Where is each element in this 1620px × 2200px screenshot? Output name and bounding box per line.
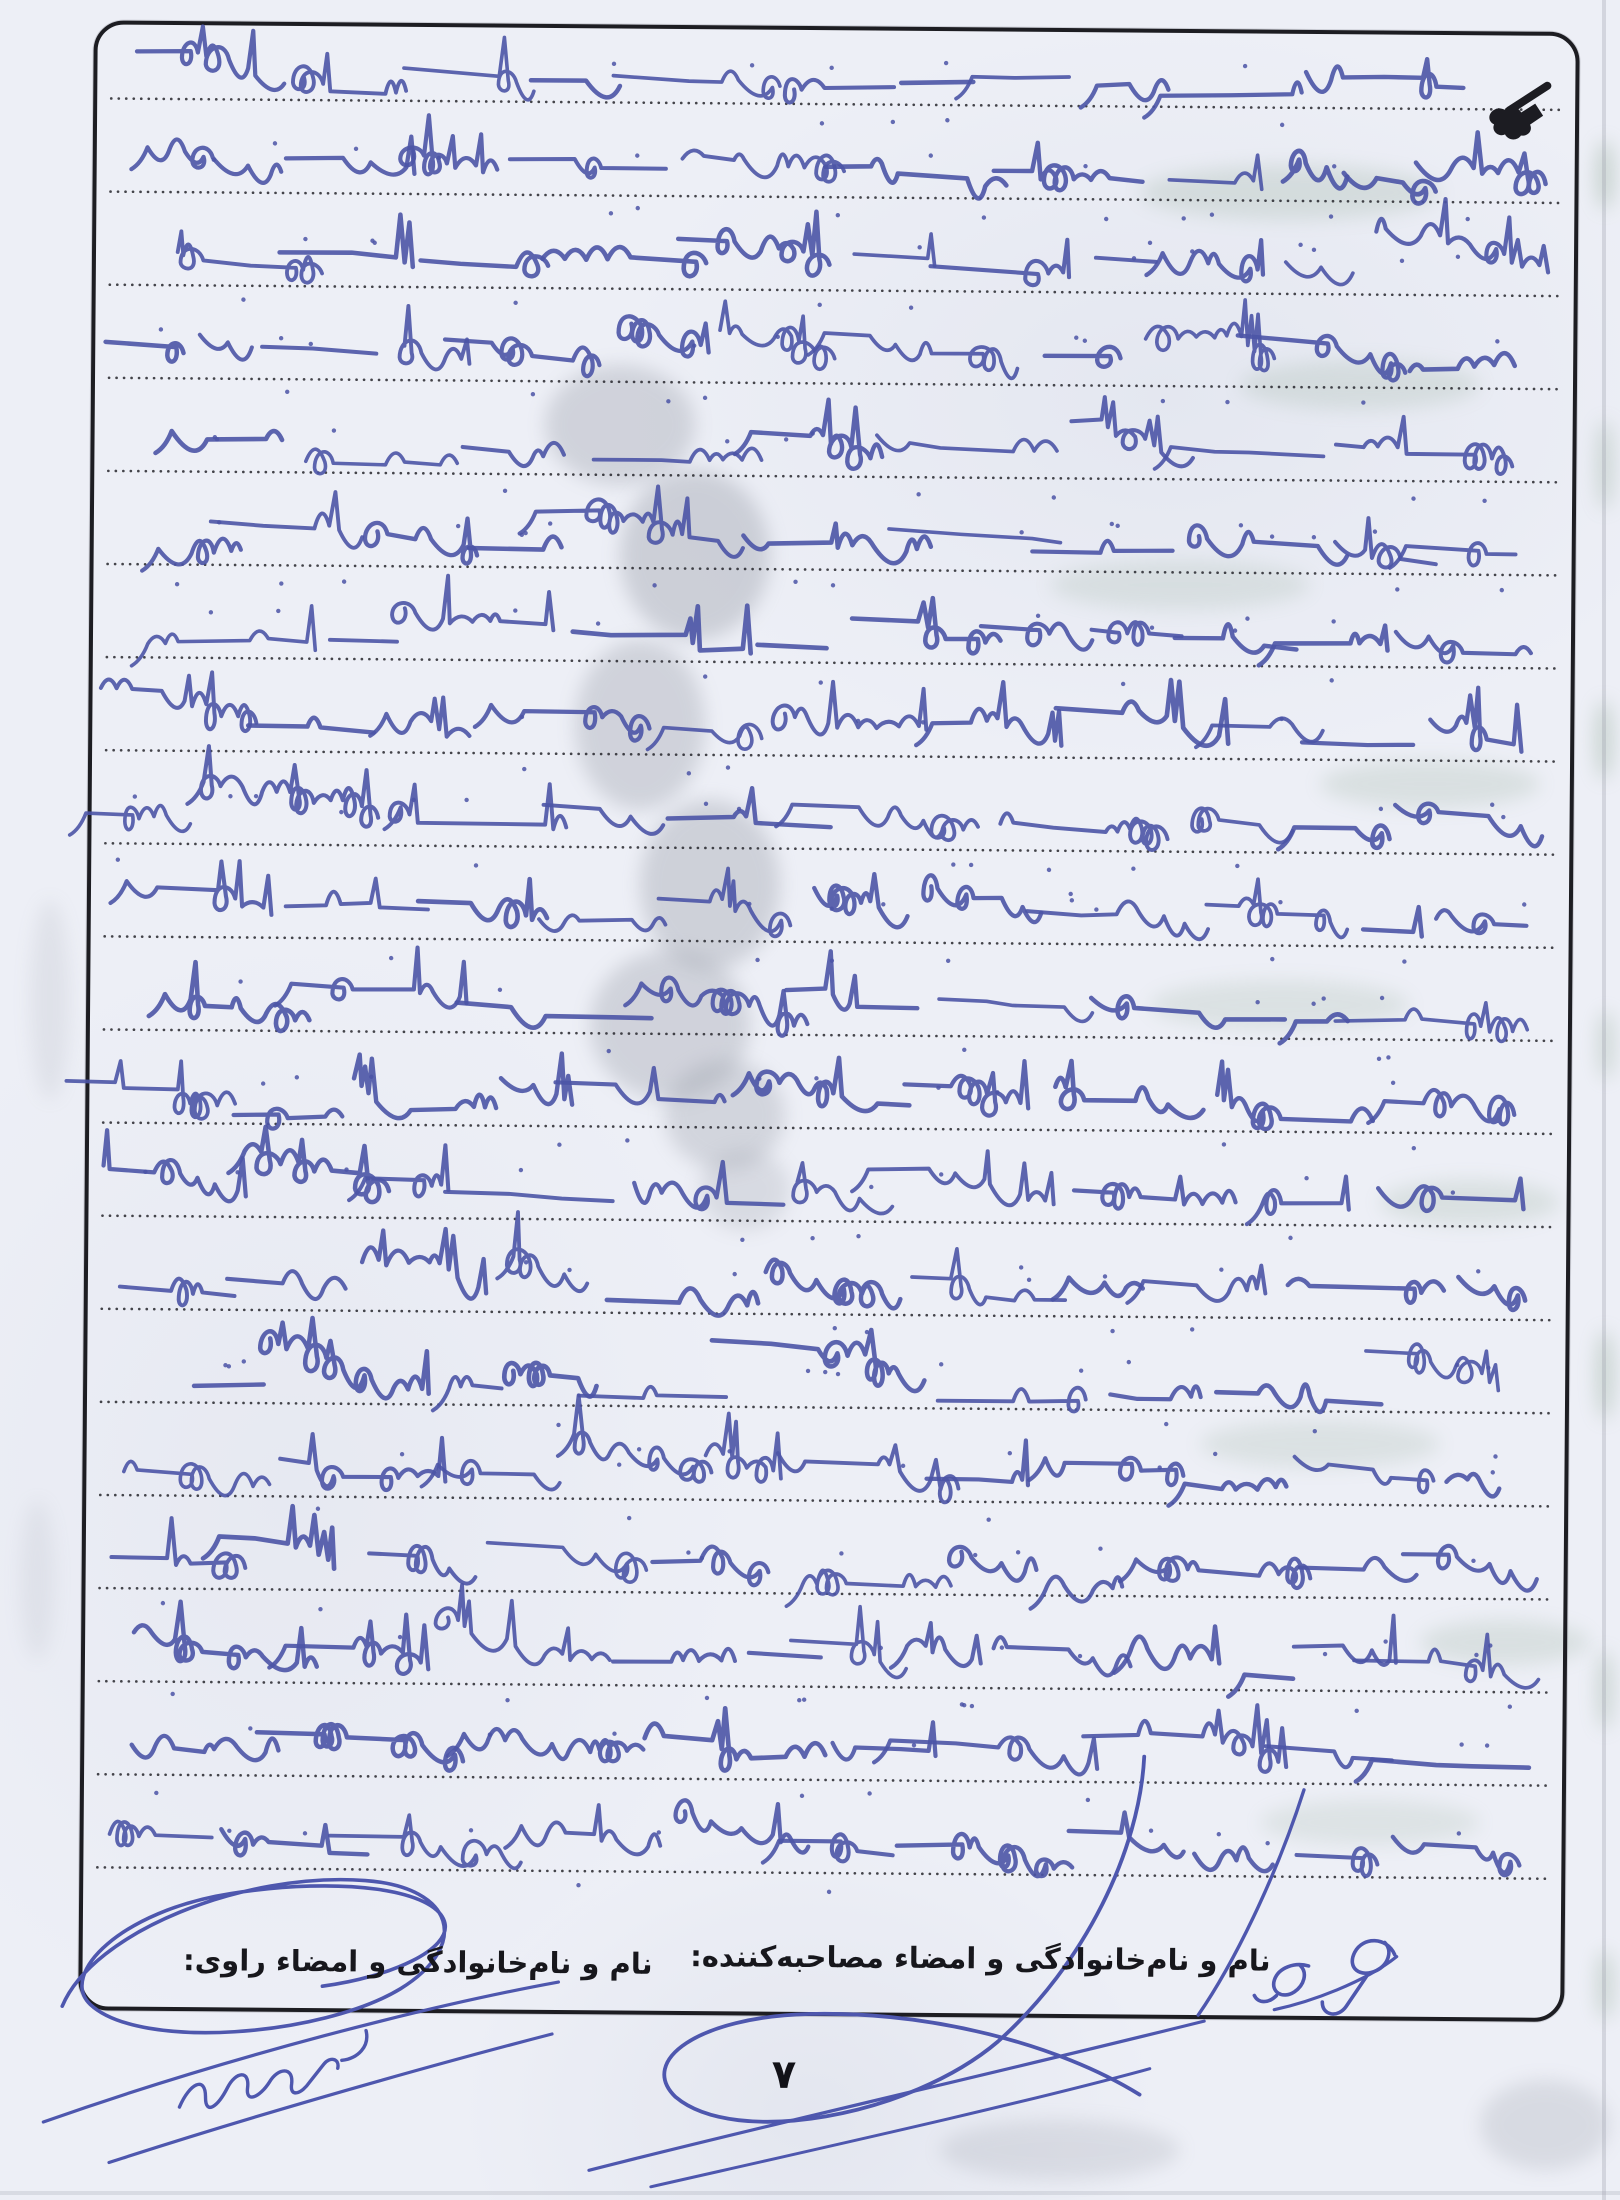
interviewer-signature-label: نام و نام‌خانوادگی و امضاء مصاحبه‌کننده: bbox=[690, 1939, 1271, 1978]
interviewer-written-name bbox=[1254, 1940, 1395, 2015]
hand-glyph bbox=[1489, 103, 1543, 139]
interviewer-signature-arc bbox=[1198, 1789, 1304, 2016]
handwritten-text-lines bbox=[60, 25, 1551, 1899]
writing-hand-icon bbox=[1489, 85, 1547, 139]
interviewer-signature-swoosh bbox=[589, 2016, 1204, 2175]
page-number: ۷ bbox=[771, 2051, 797, 2098]
narrator-signature-name bbox=[342, 2030, 367, 2060]
scan-edge-artifact-bottom bbox=[0, 2191, 1620, 2195]
scan-edge-artifact-right bbox=[1602, 0, 1606, 2200]
narrator-signature-label: نام و نام‌خانوادگی و امضاء راوی: bbox=[182, 1943, 653, 1981]
narrator-signature-swoosh bbox=[109, 2031, 552, 2166]
ruled-dotted-lines bbox=[97, 98, 1563, 1878]
interviewer-signature-swoosh bbox=[651, 2065, 1150, 2191]
